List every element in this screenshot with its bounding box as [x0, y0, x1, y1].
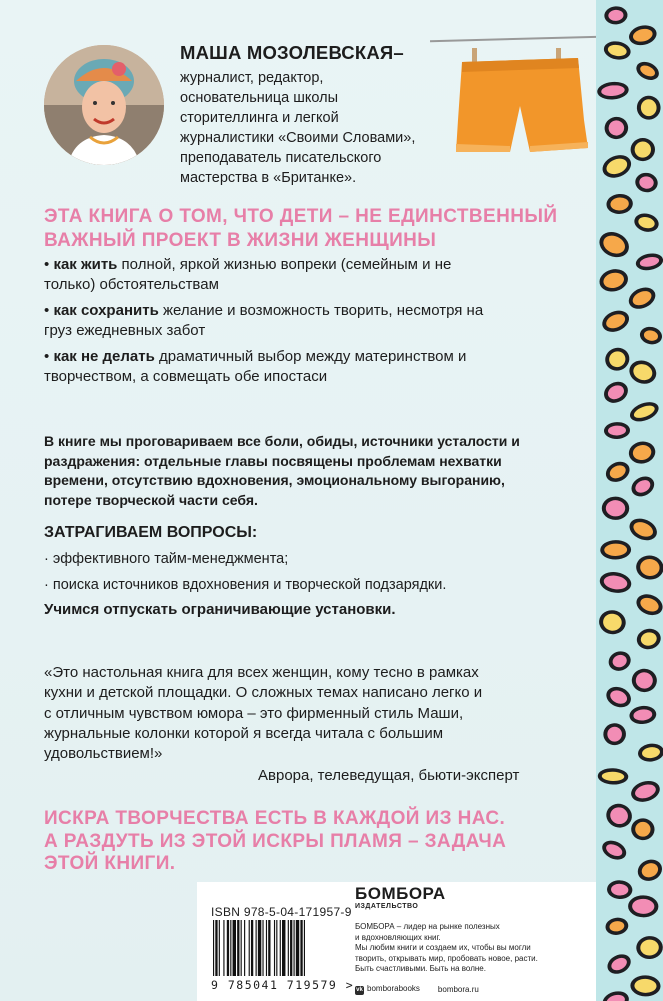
- intro-line: времени, отсутствию вдохновения, эмоциональному выгоранию,: [44, 472, 505, 488]
- barcode-bar: [219, 920, 220, 976]
- headline-line: ЭТА КНИГА О ТОМ, ЧТО ДЕТИ – НЕ ЕДИНСТВЕННЫЙ: [44, 206, 558, 227]
- barcode-bar: [237, 920, 239, 976]
- leopard-spot: [629, 778, 663, 806]
- vk-link[interactable]: [355, 984, 420, 995]
- leopard-spot: [625, 283, 659, 312]
- barcode-bar: [227, 920, 229, 976]
- bullet-text: желание и возможность творить, несмотря на: [158, 302, 484, 319]
- barcode-bar: [256, 920, 257, 976]
- bullet-bold: как жить: [53, 256, 118, 273]
- leopard-spot: [634, 171, 659, 194]
- barcode-bar: [300, 920, 302, 976]
- quote-line: удовольствием!»: [44, 745, 163, 763]
- leopard-spot: [600, 378, 631, 407]
- barcode-bar: [276, 920, 277, 976]
- barcode-bar: [268, 920, 270, 976]
- leopard-spot: [596, 227, 633, 261]
- leopard-spot: [628, 473, 658, 501]
- leopard-spot: [636, 95, 661, 120]
- leopard-spot: [635, 554, 663, 582]
- bullet-text: драматичный выбор между материнством и: [154, 348, 467, 365]
- publisher-social: [355, 984, 479, 995]
- question-item: · поиска источников вдохновения и творческой подзарядки.: [44, 577, 447, 593]
- bullet-mark: •: [44, 256, 50, 273]
- publisher-name: БОМБОРА: [355, 884, 446, 903]
- barcode-bar: [215, 920, 217, 976]
- bullet-item: [44, 255, 564, 295]
- leopard-pattern-icon: [596, 0, 663, 1001]
- author-bio-line: основательница школы: [180, 90, 339, 106]
- barcode-bar: [251, 920, 253, 976]
- leopard-spot: [599, 307, 632, 336]
- leopard-spot: [638, 325, 663, 346]
- bullet-text: полной, яркой жизнью вопреки (семейным и не: [117, 256, 452, 273]
- leopard-spot: [632, 211, 660, 234]
- quote-line: «Это настольная книга для всех женщин, кому тесно в рамках: [44, 664, 479, 681]
- leopard-spot: [630, 138, 655, 162]
- headline: [44, 205, 564, 253]
- author-bio-line: сторителлинга и легкой: [180, 110, 339, 126]
- author-bio-line: журналистики «Своими Словами»,: [180, 130, 416, 146]
- shorts-illustration: [450, 48, 590, 160]
- leopard-spot: [634, 251, 663, 272]
- leopard-spot: [599, 151, 634, 182]
- barcode-bar: [230, 920, 231, 976]
- leopard-spot: [631, 668, 658, 693]
- leopard-spot: [596, 81, 629, 101]
- barcode-bar: [213, 920, 214, 976]
- barcode-bar: [274, 920, 275, 976]
- closing-headline: [44, 808, 564, 876]
- intro-line: потере творческой части себя.: [44, 491, 258, 508]
- leopard-spot: [630, 975, 661, 997]
- barcode-bar: [296, 920, 299, 976]
- leopard-spot: [604, 6, 628, 26]
- leopard-spot: [602, 39, 632, 61]
- intro-line: раздражения: отдельные главы посвящены проблемам нехватки: [44, 452, 502, 469]
- barcode-bar: [233, 920, 236, 976]
- leopard-spot: [603, 115, 630, 141]
- barcode-bar: [223, 920, 224, 976]
- leopard-spot: [627, 23, 659, 48]
- publisher-desc-line: БОМБОРА – лидер на рынке полезных: [355, 922, 500, 931]
- headline-line: ВАЖНЫЙ ПРОЕКТ В ЖИЗНИ ЖЕНЩИНЫ: [44, 230, 437, 251]
- leopard-spot: [604, 422, 631, 440]
- bullet-bold: как сохранить: [53, 302, 159, 319]
- intro-line: В книге мы проговариваем все боли, обиды, источники усталости и: [44, 433, 520, 449]
- bullet-list: [44, 255, 564, 393]
- leopard-spot: [600, 540, 631, 560]
- leopard-spot: [626, 514, 660, 544]
- author-bio-line: мастерства в «Британке».: [180, 170, 357, 186]
- questions-title: ЗАТРАГИВАЕМ ВОПРОСЫ:: [44, 524, 258, 541]
- bullet-mark: •: [44, 348, 50, 365]
- bullet-bold: как не делать: [53, 348, 155, 365]
- website-link[interactable]: bombora.ru: [437, 985, 479, 994]
- bullet-item: [44, 301, 564, 341]
- publisher-desc-line: и вдохновляющих книг.: [355, 932, 441, 942]
- bullet-text: только) обстоятельствам: [44, 276, 219, 293]
- barcode-bar: [244, 920, 245, 976]
- testimonial-quote: [44, 663, 564, 764]
- publisher-sub: ИЗДАТЕЛЬСТВО: [355, 903, 419, 910]
- leopard-spot: [636, 935, 663, 960]
- quote-line: с отличным чувством юмора – это фирменный стиль Маши,: [44, 704, 464, 722]
- leopard-spot: [629, 705, 658, 726]
- leopard-spot: [600, 988, 631, 1001]
- clothes-line: [430, 36, 596, 42]
- barcode-digits: 9 785041 719579 >: [211, 978, 355, 992]
- publisher-desc-line: Быть счастливыми. Быть на волне.: [355, 964, 486, 973]
- author-photo: [44, 45, 164, 165]
- leopard-spot: [627, 439, 657, 465]
- closing-line: А РАЗДУТЬ ИЗ ЭТОЙ ИСКРЫ ПЛАМЯ – ЗАДАЧА: [44, 830, 507, 852]
- intro-paragraph: [44, 432, 564, 510]
- bullet-text: груз ежедневных забот: [44, 322, 206, 339]
- leopard-spot: [597, 608, 627, 636]
- barcode-icon: [211, 920, 346, 978]
- publisher-description: [355, 922, 587, 975]
- leopard-spot: [603, 800, 635, 830]
- barcode-bar: [266, 920, 267, 976]
- barcode-bar: [258, 920, 261, 976]
- quote-line: журнальные колонки которой я всегда читала с большим: [44, 724, 444, 742]
- leopard-spot: [637, 742, 663, 763]
- barcode-bar: [304, 920, 305, 976]
- leopard-spot: [598, 570, 633, 595]
- bullet-item: [44, 347, 564, 387]
- leopard-spot: [602, 496, 630, 520]
- barcode-bar: [294, 920, 295, 976]
- leopard-spot: [602, 344, 633, 374]
- leopard-spot: [607, 880, 633, 900]
- publisher-desc-line: творить, открывать мир, пробовать новое, расти.: [355, 953, 538, 963]
- bullet-mark: •: [44, 302, 50, 319]
- leopard-spot: [630, 817, 655, 841]
- vk-label: bomborabooks: [367, 984, 420, 993]
- author-bio: [180, 68, 480, 188]
- bullet-text: творчеством, а совмещать обе ипостаси: [44, 368, 328, 385]
- barcode-bar: [241, 920, 242, 976]
- question-item: · эффективного тайм-менеджмента;: [44, 551, 289, 567]
- barcode-bar: [282, 920, 285, 976]
- leopard-spot: [597, 266, 630, 294]
- leopard-spot: [633, 591, 663, 619]
- leopard-spot: [626, 357, 659, 388]
- barcode-bar: [262, 920, 263, 976]
- quote-line: кухни и детской площадки. О сложных темах написано легко и: [44, 684, 483, 702]
- leopard-spot: [628, 895, 659, 917]
- leopard-spot: [599, 837, 629, 863]
- leopard-pattern-stripe: [596, 0, 663, 1001]
- questions-closing: Учимся отпускать ограничивающие установки.: [44, 601, 396, 618]
- leopard-spot: [603, 683, 634, 711]
- leopard-spot: [603, 458, 633, 486]
- barcode-panel: [197, 882, 596, 1001]
- author-bio-line: преподаватель писательского: [180, 150, 382, 166]
- barcode-bar: [249, 920, 250, 976]
- leopard-spot: [627, 398, 661, 425]
- leopard-spot: [603, 723, 627, 746]
- leopard-spot: [604, 951, 634, 978]
- questions-list: [44, 549, 584, 601]
- leopard-spot: [635, 627, 663, 652]
- leopard-spot: [597, 768, 628, 785]
- quote-author: Аврора, телеведущая, бьюти-эксперт: [258, 767, 520, 784]
- vk-icon: vk: [356, 987, 363, 993]
- author-bio-line: журналист, редактор,: [180, 70, 324, 86]
- leopard-spot: [633, 58, 662, 83]
- barcode-bar: [290, 920, 292, 976]
- barcode-bar: [288, 920, 289, 976]
- publisher-desc-line: Мы любим книги и создаем их, чтобы вы могли: [355, 943, 531, 952]
- closing-line: ИСКРА ТВОРЧЕСТВА ЕСТЬ В КАЖДОЙ ИЗ НАС.: [44, 808, 506, 829]
- closing-line: ЭТОЙ КНИГИ.: [44, 853, 176, 874]
- leopard-spot: [634, 856, 663, 885]
- barcode-bar: [280, 920, 281, 976]
- isbn-label: ISBN 978-5-04-171957-9: [211, 905, 352, 919]
- leopard-spot: [606, 648, 633, 673]
- leopard-spot: [604, 916, 629, 936]
- leopard-spot: [606, 193, 634, 215]
- author-name: МАША МОЗОЛЕВСКАЯ–: [180, 42, 404, 63]
